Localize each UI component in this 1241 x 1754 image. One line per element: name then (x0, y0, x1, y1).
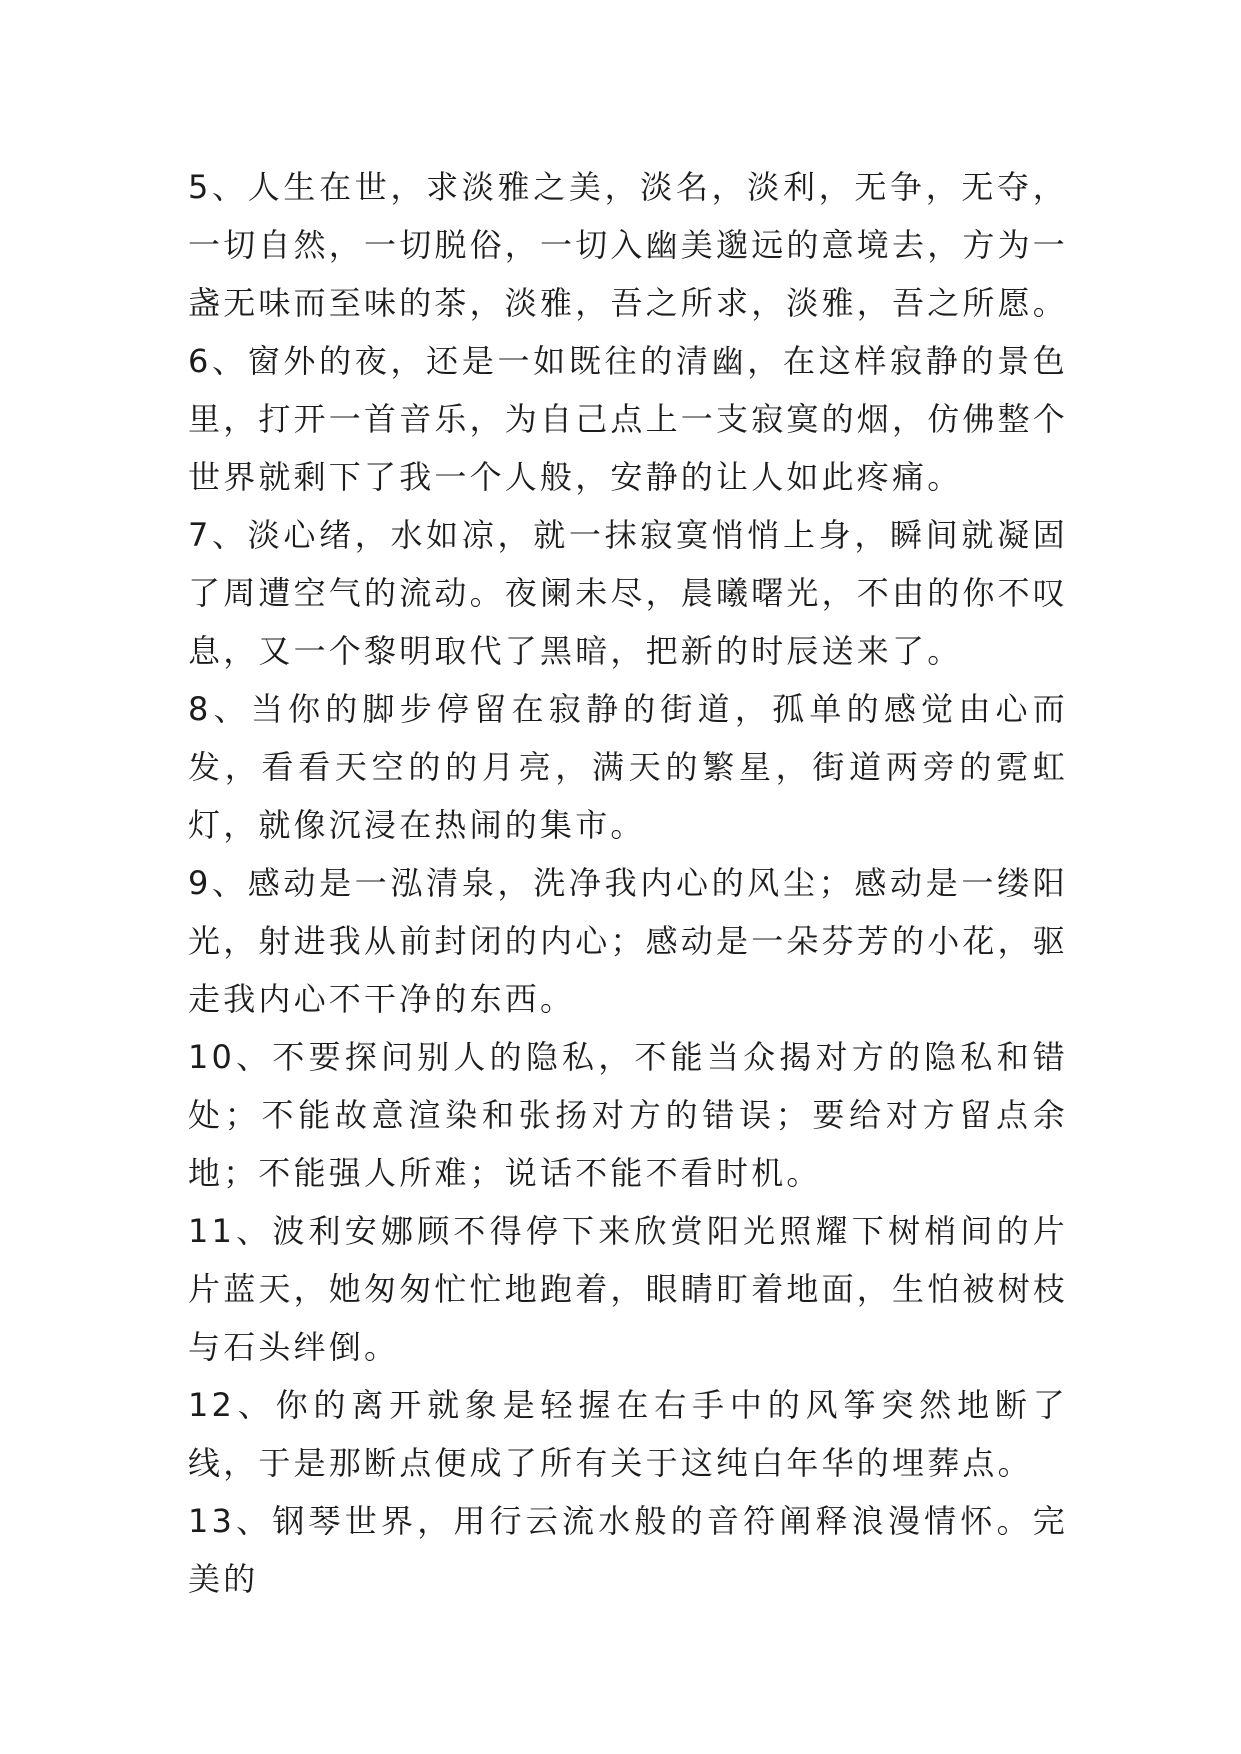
paragraph-10: 10、不要探问别人的隐私，不能当众揭对方的隐私和错处；不能故意渲染和张扬对方的错误；要给对方留点余地；不能强人所难；说话不能不看时机。 (188, 1038, 1068, 1192)
paragraph-11: 11、波利安娜顾不得停下来欣赏阳光照耀下树梢间的片片蓝天，她匆匆忙忙地跑着，眼睛盯着地面，生怕被树枝与石头绊倒。 (188, 1212, 1069, 1366)
paragraph-13: 13、钢琴世界，用行云流水般的音符阐释浪漫情怀。完美的 (188, 1502, 1068, 1598)
paragraph-6: 6、窗外的夜，还是一如既往的清幽，在这样寂静的景色里，打开一首音乐，为自己点上一支寂寞的烟，仿佛整个世界就剩下了我一个人般，安静的让人如此疼痛。 (188, 342, 1069, 496)
paragraph-5: 5、人生在世，求淡雅之美，淡名，淡利，无争，无夺，一切自然，一切脱俗，一切入幽美邈远的意境去，方为一盏无味而至味的茶，淡雅，吾之所求，淡雅，吾之所愿。 (188, 168, 1069, 322)
paragraph-9: 9、感动是一泓清泉，洗净我内心的风尘；感动是一缕阳光，射进我从前封闭的内心；感动是一朵芬芳的小花，驱走我内心不干净的东西。 (188, 864, 1069, 1018)
document-body (188, 158, 1068, 1608)
paragraph-12: 12、你的离开就象是轻握在右手中的风筝突然地断了线，于是那断点便成了所有关于这纯白年华的埋葬点。 (188, 1386, 1068, 1482)
paragraph-7: 7、淡心绪，水如凉，就一抹寂寞悄悄上身，瞬间就凝固了周遭空气的流动。夜阑未尽，晨曦曙光，不由的你不叹息，又一个黎明取代了黑暗，把新的时辰送来了。 (188, 516, 1069, 670)
paragraph-8: 8、当你的脚步停留在寂静的街道，孤单的感觉由心而发，看看天空的的月亮，满天的繁星，街道两旁的霓虹灯，就像沉浸在热闹的集市。 (188, 690, 1068, 844)
